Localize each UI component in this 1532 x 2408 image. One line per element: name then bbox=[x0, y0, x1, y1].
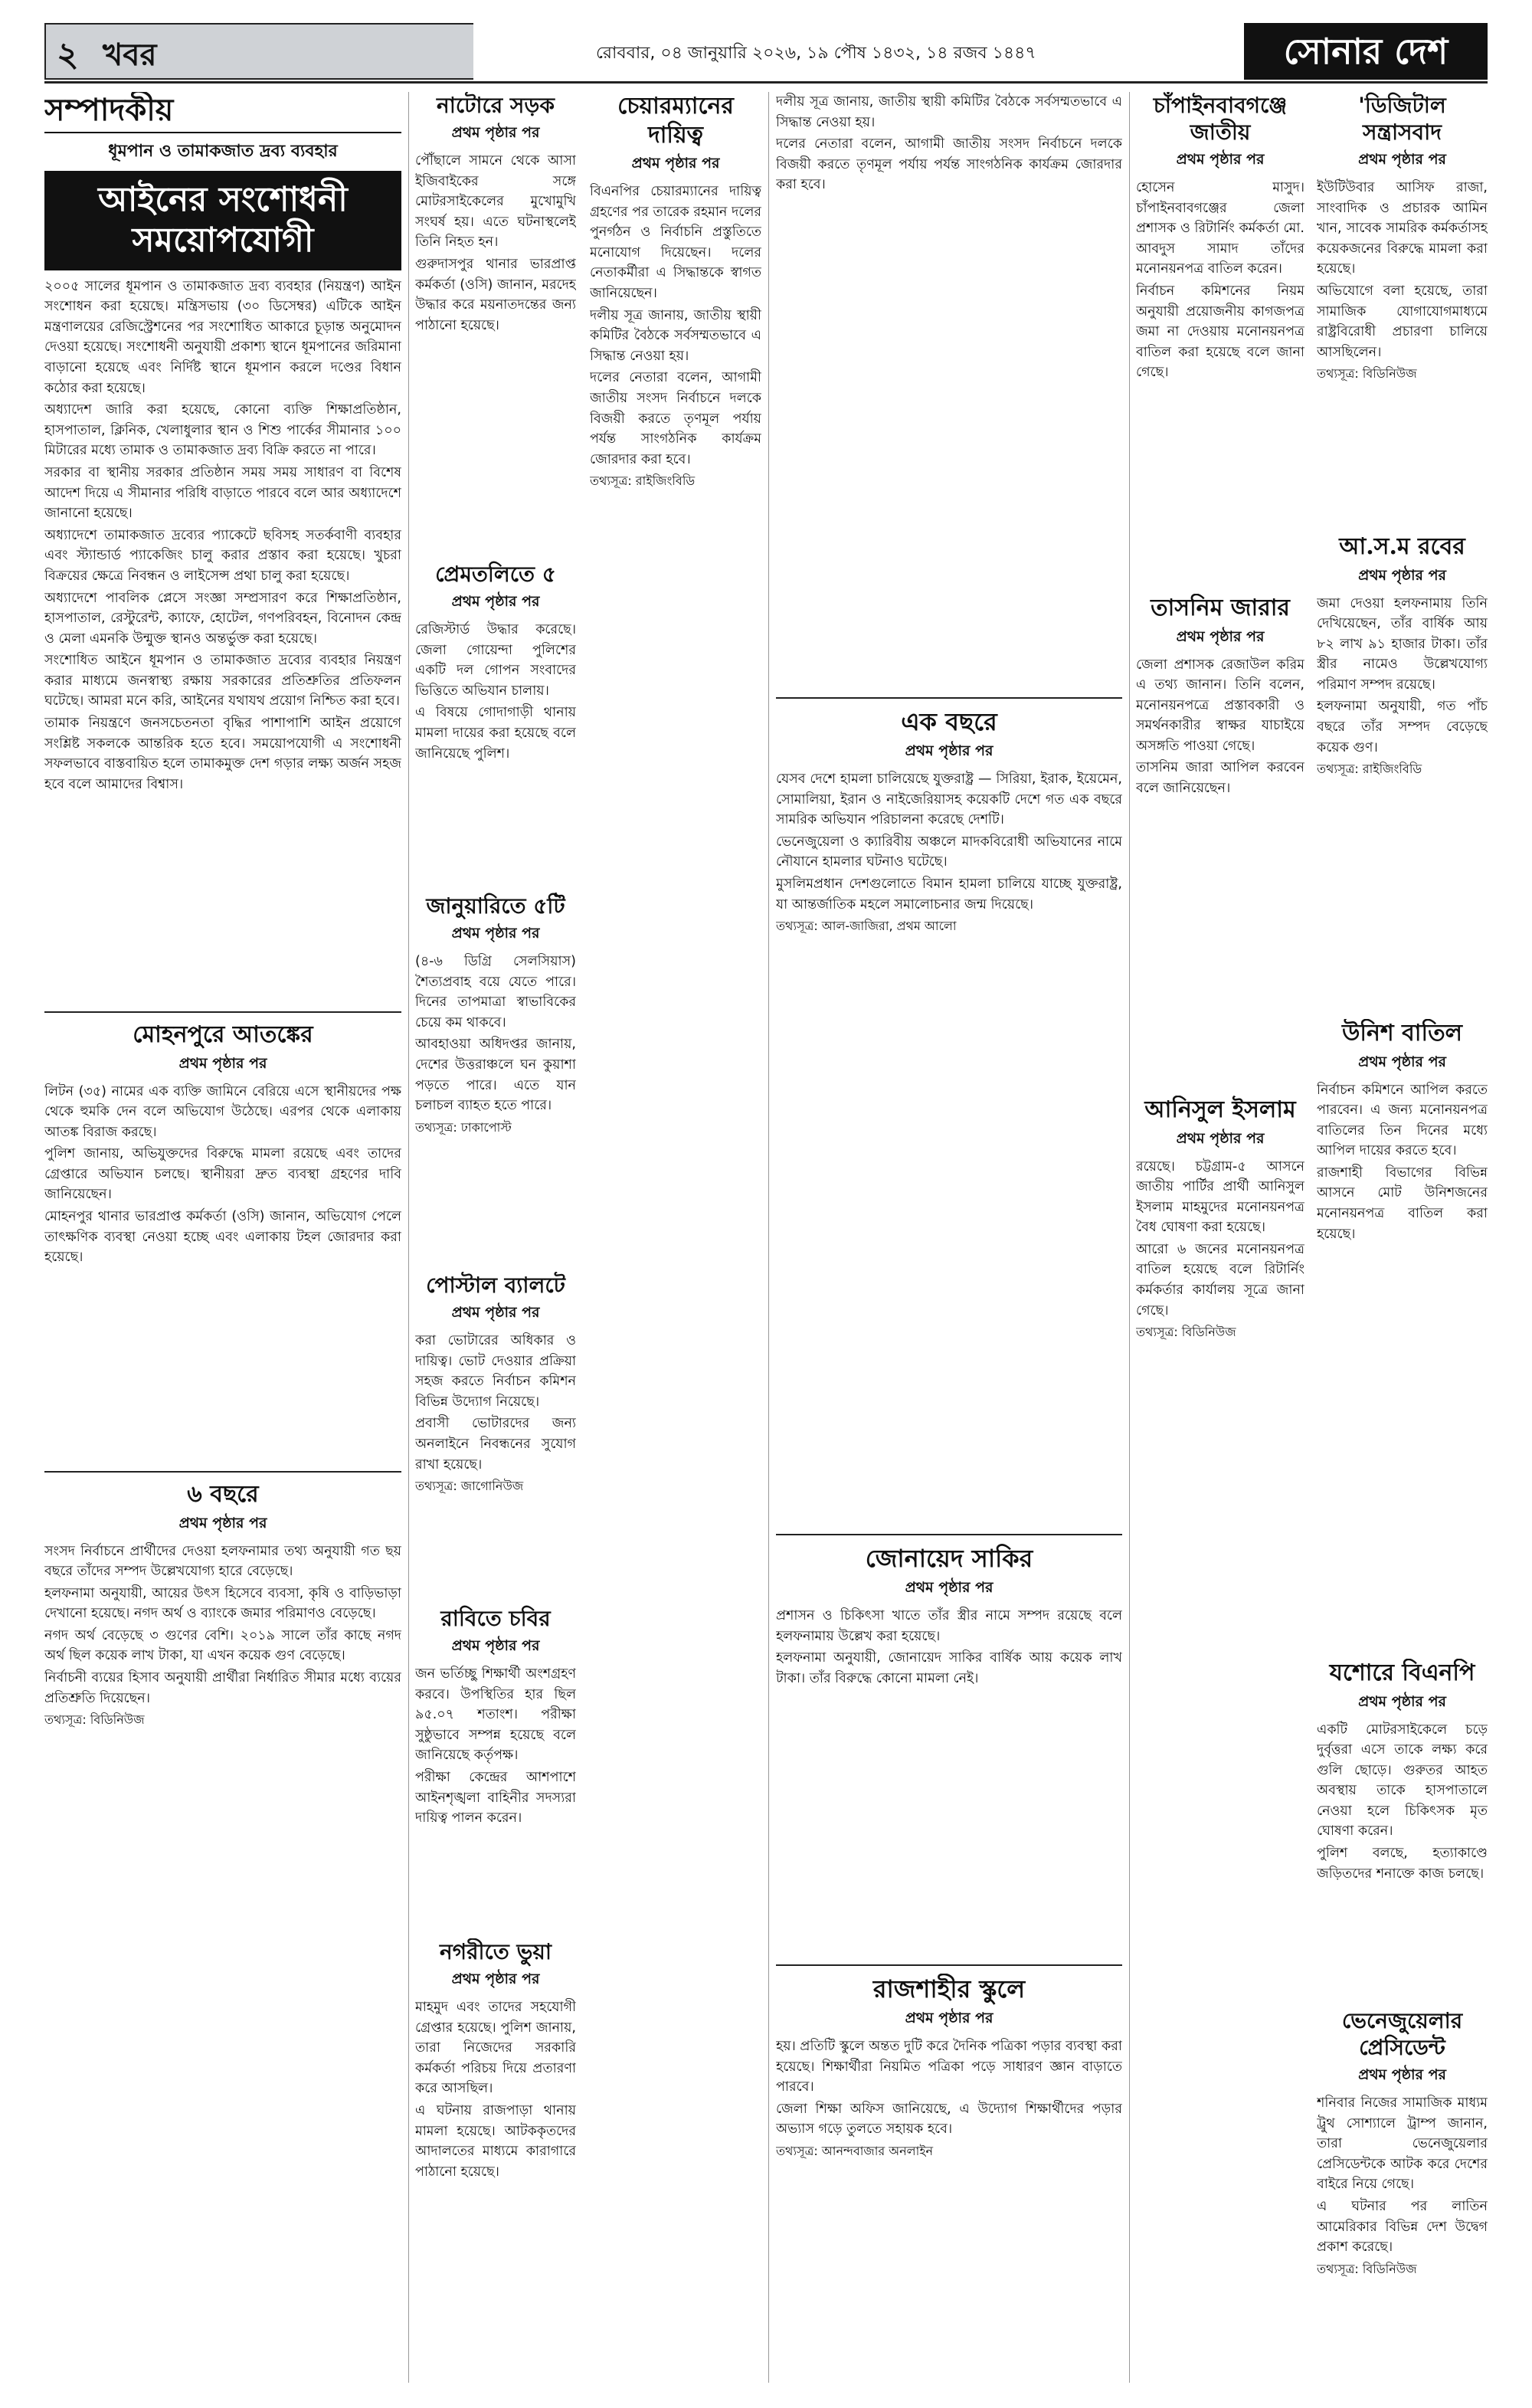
article-digital bbox=[1317, 92, 1488, 521]
article-jessore bbox=[1317, 1659, 1488, 1996]
article-body bbox=[415, 1331, 576, 1475]
source-line: তথ্যসূত্র: আল-জাজিরা, প্রথম আলো bbox=[776, 919, 957, 934]
article-mohonpur bbox=[44, 1021, 401, 1465]
headline: 'ডিজিটাল সন্ত্রাসবাদ bbox=[1358, 93, 1446, 145]
kicker: প্রথম পৃষ্ঠার পর bbox=[1176, 151, 1265, 168]
paragraph: জেলা শিক্ষা অফিস জানিয়েছে, এ উদ্যোগ শিক্ষার্থীদের পড়ার অভ্যাস গড়ে তুলতে সহায়ক হবে। bbox=[776, 2101, 1122, 2138]
source-line: তথ্যসূত্র: ঢাকাপোস্ট bbox=[415, 1119, 512, 1135]
headline: জোনায়েদ সাকির bbox=[865, 1544, 1033, 1573]
paragraph: গুরুদাসপুর থানার ভারপ্রাপ্ত কর্মকর্তা (ওসি) জানান, মরদেহ উদ্ধার করে ময়নাতদন্তের জন্য পাঠানো হয়েছে। bbox=[415, 256, 576, 333]
article-body bbox=[1136, 655, 1304, 799]
headline: ভেনেজুয়েলার প্রেসিডেন্ট bbox=[1341, 2008, 1463, 2060]
article-chairman-continued bbox=[776, 92, 1122, 690]
article-body bbox=[415, 952, 576, 1116]
kicker: প্রথম পৃষ্ঠার পর bbox=[1358, 1692, 1446, 1710]
headline: নগরীতে ভুয়া bbox=[440, 1939, 552, 1964]
paragraph: এ ঘটনায় রাজপাড়া থানায় মামলা হয়েছে। আটককৃতদের আদালতের মাধ্যমে কারাগারে পাঠানো হয়েছে। bbox=[415, 2102, 576, 2180]
paragraph: লিটন (৩৫) নামের এক ব্যক্তি জামিনে বেরিয়ে এসে স্থানীয়দের পক্ষ থেকে হুমকি দেন বলে অভিযোগ উঠেছে। এরপর থেকে এলাকায় আতঙ্ক বিরাজ করছে। bbox=[44, 1083, 401, 1140]
source-line: তথ্যসূত্র: বিডিনিউজ bbox=[1317, 2261, 1417, 2276]
article-separator bbox=[776, 697, 1122, 699]
article-body bbox=[1317, 1720, 1488, 1885]
headline: চাঁপাইনবাবগঞ্জে জাতীয় bbox=[1153, 93, 1288, 145]
paragraph: ইউটিউবার আসিফ রাজা, সাংবাদিক ও প্রচারক আমিন খান, সাবেক সামরিক কর্মকর্তাসহ কয়েকজনের বিরুদ্ধে মামলা করা হয়েছে। bbox=[1317, 180, 1488, 277]
headline: পোস্টাল ব্যালটে bbox=[426, 1273, 565, 1298]
article-body bbox=[1136, 1157, 1304, 1322]
article-body bbox=[1136, 178, 1304, 383]
kicker: প্রথম পৃষ্ঠার পর bbox=[451, 1304, 540, 1321]
source-line: তথ্যসূত্র: রাইজিংবিডি bbox=[1317, 762, 1422, 777]
article-asm-rob bbox=[1317, 532, 1488, 1007]
paragraph: পুলিশ বলছে, হত্যাকাণ্ডে জড়িতদের শনাক্তে কাজ চলছে। bbox=[1317, 1846, 1488, 1882]
paragraph: অভিযোগে বলা হয়েছে, তারা সামাজিক যোগাযোগমাধ্যমে রাষ্ট্রবিরোধী প্রচারণা চালিয়ে আসছিলেন। bbox=[1317, 283, 1488, 360]
article-nagori bbox=[415, 1938, 576, 2375]
column-4 bbox=[1136, 92, 1488, 2383]
article-separator bbox=[44, 1471, 401, 1473]
paragraph: আবহাওয়া অধিদপ্তর জানায়, দেশের উত্তরাঞ্চলে ঘন কুয়াশা পড়তে পারে। এতে যান চলাচল ব্যাহত হতে পারে। bbox=[415, 1037, 576, 1114]
date-line: রোববার, ০৪ জানুয়ারি ২০২৬, ১৯ পৌষ ১৪৩২, ১৪ রজব ১৪৪৭ bbox=[596, 44, 1036, 63]
kicker: প্রথম পৃষ্ঠার পর bbox=[1358, 2066, 1446, 2083]
article-chapai bbox=[1136, 92, 1304, 582]
masthead-section-bar bbox=[44, 23, 473, 80]
paragraph: জমা দেওয়া হলফনামায় তিনি দেখিয়েছেন, তাঁর বার্ষিক আয় ৮২ লাখ ৯১ হাজার টাকা। তাঁর স্ত্রীর নামেও উল্লেখযোগ্য পরিমাণ সম্পদ রয়েছে। bbox=[1317, 595, 1488, 693]
page-number: ২ bbox=[57, 35, 79, 74]
paragraph: শনিবার নিজের সামাজিক মাধ্যম ট্রুথ সোশ্যালে ট্রাম্প জানান, তারা ভেনেজুয়েলার প্রেসিডেন্টকে আটক করে দেশের বাইরে নিয়ে গেছে। bbox=[1317, 2095, 1488, 2193]
paragraph: মুসলিমপ্রধান দেশগুলোতে বিমান হামলা চালিয়ে যাচ্ছে যুক্তরাষ্ট্র, যা আন্তর্জাতিক মহলে সমালোচনার জন্ম দিয়েছে। bbox=[776, 876, 1122, 912]
paragraph: করা ভোটারের অধিকার ও দায়িত্ব। ভোট দেওয়ার প্রক্রিয়া সহজ করতে নির্বাচন কমিশন বিভিন্ন উদ্যোগ নিয়েছে। bbox=[415, 1333, 576, 1410]
editorial bbox=[44, 92, 401, 1004]
article-postal bbox=[415, 1272, 576, 1594]
paragraph: মাহমুদ এবং তাদের সহযোগী গ্রেপ্তার হয়েছে। পুলিশ জানায়, তারা নিজেদের সরকারি কর্মকর্তা পরিচয় দিয়ে প্রতারণা করে আসছিল। bbox=[415, 2000, 576, 2097]
kicker: প্রথম পৃষ্ঠার পর bbox=[1358, 566, 1446, 584]
column-2 bbox=[415, 92, 761, 2383]
kicker: প্রথম পৃষ্ঠার পর bbox=[178, 1054, 267, 1072]
paragraph: দলের নেতারা বলেন, আগামী জাতীয় সংসদ নির্বাচনে দলকে বিজয়ী করতে তৃণমূল পর্যায় পর্যন্ত সাংগঠনিক কার্যক্রম জোরদার করা হবে। bbox=[590, 370, 761, 467]
paragraph: প্রবাসী ভোটারদের জন্য অনলাইনে নিবন্ধনের সুযোগ রাখা হয়েছে। bbox=[415, 1416, 576, 1473]
headline: প্রেমতলিতে ৫ bbox=[435, 562, 556, 587]
section-name: খবর bbox=[103, 37, 157, 73]
kicker: প্রথম পৃষ্ঠার পর bbox=[451, 1971, 540, 1987]
paragraph: তামাক নিয়ন্ত্রণে জনসচেতনতা বৃদ্ধির পাশাপাশি আইন প্রয়োগে সংশ্লিষ্ট সকলকে আন্তরিক হতে হবে। সময়োপযোগী এ সংশোধনী সফলভাবে বাস্তবায়িত হলে তামাকমুক্ত দেশ গড়ার লক্ষ্য অর্জন সহজ হবে বলে আমাদের বিশ্বাস। bbox=[44, 716, 401, 792]
kicker: প্রথম পৃষ্ঠার পর bbox=[1358, 151, 1446, 168]
kicker: প্রথম পৃষ্ঠার পর bbox=[178, 1514, 267, 1532]
editorial-headline: আইনের সংশোধনী সময়োপযোগী bbox=[44, 171, 401, 270]
paragraph: প্রশাসন ও চিকিৎসা খাতে তাঁর স্ত্রীর নামে সম্পদ রয়েছে বলে হলফনামায় উল্লেখ করা হয়েছে। bbox=[776, 1608, 1122, 1644]
editorial-rule bbox=[44, 132, 401, 133]
kicker: প্রথম পৃষ্ঠার পর bbox=[451, 124, 540, 141]
column-rule bbox=[408, 92, 409, 2383]
paragraph: তাসনিম জারা আপিল করবেন বলে জানিয়েছেন। bbox=[1136, 760, 1304, 797]
paragraph: রয়েছে। চট্টগ্রাম-৫ আসনে জাতীয় পার্টির প্রার্থী আনিসুল ইসলাম মাহমুদের মনোনয়নপত্র বৈধ ঘোষণা করা হয়েছে। bbox=[1136, 1158, 1304, 1236]
kicker: প্রথম পৃষ্ঠার পর bbox=[451, 593, 540, 610]
kicker: প্রথম পৃষ্ঠার পর bbox=[451, 925, 540, 942]
article-separator bbox=[776, 1534, 1122, 1535]
column-1 bbox=[44, 92, 401, 2383]
paragraph: হোসেন মাসুদ। চাঁপাইনবাবগঞ্জের জেলা প্রশাসক ও রিটার্নিং কর্মকর্তা মো. আবদুস সামাদ তাঁদের মনোনয়নপত্র বাতিল করেন। bbox=[1136, 180, 1304, 277]
article-body bbox=[776, 769, 1122, 915]
paragraph: সংসদ নির্বাচনে প্রার্থীদের দেওয়া হলফনামার তথ্য অনুযায়ী গত ছয় বছরে তাঁদের সম্পদ উল্লেখযোগ্য হারে বেড়েছে। bbox=[44, 1543, 401, 1580]
column-rule bbox=[1129, 92, 1130, 2383]
article-body bbox=[776, 1606, 1122, 1689]
paragraph: রাজশাহী বিভাগের বিভিন্ন আসনে মোট উনিশজনের মনোনয়নপত্র বাতিল করা হয়েছে। bbox=[1317, 1165, 1488, 1242]
headline: রাজশাহীর স্কুলে bbox=[872, 1974, 1026, 2003]
source-line: তথ্যসূত্র: রাইজিংবিডি bbox=[590, 473, 696, 489]
paragraph: নির্বাচন কমিশনের নিয়ম অনুযায়ী প্রয়োজনীয় কাগজপত্র জমা না দেওয়ায় মনোনয়নপত্র বাতিল করা হয়েছে বলে জানা গেছে। bbox=[1136, 283, 1304, 381]
editorial-subtitle: ধূমপান ও তামাকজাত দ্রব্য ব্যবহার bbox=[108, 141, 338, 161]
article-unish bbox=[1317, 1019, 1488, 1647]
source-line: তথ্যসূত্র: বিডিনিউজ bbox=[44, 1712, 145, 1728]
headline: ৬ বছরে bbox=[187, 1481, 259, 1508]
headline: চেয়ারম্যানের দায়িত্ব bbox=[617, 93, 734, 149]
paragraph: পৌঁছালে সামনে থেকে আসা ইজিবাইকের সঙ্গে মোটরসাইকেলের মুখোমুখি সংঘর্ষ হয়। এতে ঘটনাস্থলেই তিনি নিহত হন। bbox=[415, 153, 576, 251]
paragraph: অধ্যাদেশ জারি করা হয়েছে, কোনো ব্যক্তি শিক্ষাপ্রতিষ্ঠান, হাসপাতাল, ক্লিনিক, খেলাধুলার স্থান ও শিশু পার্কের সীমানার ১০০ মিটারের মধ্যে তামাক ও তামাকজাত দ্রব্য বিক্রি করতে না পারে। bbox=[44, 402, 401, 459]
paragraph: অধ্যাদেশে তামাকজাত দ্রব্যের প্যাকেটে ছবিসহ সতর্কবাণী ব্যবহার এবং স্ট্যান্ডার্ড প্যাকেজিং চালু করার প্রস্তাব করা হয়েছে। খুচরা বিক্রয়ের ক্ষেত্রে নিবন্ধন ও লাইসেন্স প্রথা চালু করা হয়েছে। bbox=[44, 527, 401, 584]
headline: আনিসুল ইসলাম bbox=[1144, 1096, 1296, 1123]
article-rabi bbox=[415, 1605, 576, 1927]
newspaper-page bbox=[44, 23, 1488, 2387]
article-six-years bbox=[44, 1480, 401, 2377]
kicker: প্রথম পৃষ্ঠার পর bbox=[1176, 1129, 1265, 1147]
editorial-label: সম্পাদকীয় bbox=[44, 92, 174, 128]
article-body bbox=[1317, 178, 1488, 362]
paragraph: নগদ অর্থ বেড়েছে ৩ গুণের বেশি। ২০১৯ সালে তাঁর কাছে নগদ অর্থ ছিল কয়েক লাখ টাকা, যা এখন কয়েক গুণ বেড়েছে। bbox=[44, 1627, 401, 1664]
paragraph: ২০০৫ সালের ধূমপান ও তামাকজাত দ্রব্য ব্যবহার (নিয়ন্ত্রণ) আইন সংশোধন করা হয়েছে। মন্ত্রিসভায় (৩০ ডিসেম্বর) এটিকে আইন মন্ত্রণালয়ের রেজিস্ট্রেশনের পর সংশোধিত আকারে চূড়ান্ত অনুমোদন দেওয়া হয়েছে। সংশোধনী অনুযায়ী প্রকাশ্য স্থানে ধূমপানের জরিমানা বাড়ানো হয়েছে এবং নির্দিষ্ট স্থানে ধূমপান করলে দণ্ডের বিধান কঠোর করা হয়েছে। bbox=[44, 278, 401, 396]
paragraph: হয়। প্রতিটি স্কুলে অন্তত দুটি করে দৈনিক পত্রিকা পড়ার ব্যবস্থা করা হয়েছে। শিক্ষার্থীরা নিয়মিত পত্রিকা পড়ে সাধারণ জ্ঞান বাড়াতে পারবে। bbox=[776, 2039, 1122, 2095]
paragraph: দলীয় সূত্র জানায়, জাতীয় স্থায়ী কমিটির বৈঠকে সর্বসম্মতভাবে এ সিদ্ধান্ত নেওয়া হয়। bbox=[776, 94, 1122, 130]
article-body bbox=[776, 92, 1122, 195]
newspaper-logo: সোনার দেশ bbox=[1244, 23, 1488, 80]
article-body bbox=[590, 182, 761, 470]
masthead bbox=[44, 23, 1488, 80]
article-body bbox=[1317, 1080, 1488, 1245]
headline: যশোরে বিএনপি bbox=[1329, 1659, 1475, 1686]
headline: মোহনপুরে আতঙ্কের bbox=[133, 1021, 313, 1048]
kicker: প্রথম পৃষ্ঠার পর bbox=[451, 1637, 540, 1654]
kicker: প্রথম পৃষ্ঠার পর bbox=[905, 1579, 994, 1596]
paragraph: সংশোধিত আইনে ধূমপান ও তামাকজাত দ্রব্যের ব্যবহার নিয়ন্ত্রণ করার মাধ্যমে জনস্বাস্থ্য রক্ষায় সরকারের প্রতিশ্রুতির প্রতিফলন ঘটেছে। আমরা মনে করি, আইনের যথাযথ প্রয়োগ নিশ্চিত করা হবে। bbox=[44, 653, 401, 709]
paragraph: অধ্যাদেশে পাবলিক প্লেসে সংজ্ঞা সম্প্রসারণ করে শিক্ষাপ্রতিষ্ঠান, হাসপাতাল, রেস্টুরেন্ট, ক্যাফে, হোটেল, গণপরিবহন, বিনোদন কেন্দ্র ও মেলা এমনকি উন্মুক্ত স্থানও অন্তর্ভুক্ত করা হয়েছে। bbox=[44, 590, 401, 647]
paragraph: জেলা প্রশাসক রেজাউল করিম এ তথ্য জানান। তিনি বলেন, মনোনয়নপত্রে প্রস্তাবকারী ও সমর্থনকারীর স্বাক্ষর যাচাইয়ে অসঙ্গতি পাওয়া গেছে। bbox=[1136, 657, 1304, 754]
article-body bbox=[44, 1082, 401, 1268]
paragraph: দলীয় সূত্র জানায়, জাতীয় স্থায়ী কমিটির বৈঠকে সর্বসম্মতভাবে এ সিদ্ধান্ত নেওয়া হয়। bbox=[590, 307, 761, 364]
article-rajshahi-school bbox=[776, 1974, 1122, 2380]
paragraph: জন ভর্তিচ্ছু শিক্ষার্থী অংশগ্রহণ করবে। উপস্থিতির হার ছিল ৯৫.০৭ শতাংশ। পরীক্ষা সুষ্ঠুভাবে সম্পন্ন হয়েছে বলে জানিয়েছে কর্তৃপক্ষ। bbox=[415, 1666, 576, 1764]
kicker: প্রথম পৃষ্ঠার পর bbox=[905, 742, 994, 759]
article-jonayed bbox=[776, 1543, 1122, 1957]
paragraph: পুলিশ জানায়, অভিযুক্তদের বিরুদ্ধে মামলা রয়েছে এবং তাদের গ্রেপ্তারে অভিযান চলছে। স্থানীয়রা দ্রুত ব্যবস্থা গ্রহণের দাবি জানিয়েছেন। bbox=[44, 1146, 401, 1203]
paragraph: নির্বাচন কমিশনে আপিল করতে পারবেন। এ জন্য মনোনয়নপত্র বাতিলের তিন দিনের মধ্যে আপিল দায়ের করতে হবে। bbox=[1317, 1082, 1488, 1159]
paragraph: (৪-৬ ডিগ্রি সেলসিয়াস) শৈত্যপ্রবাহ বয়ে যেতে পারে। দিনের তাপমাত্রা স্বাভাবিকের চেয়ে কম থাকবে। bbox=[415, 954, 576, 1030]
paragraph: রেজিস্টার্ড উদ্ধার করেছে। জেলা গোয়েন্দা পুলিশের একটি দল গোপন সংবাদের ভিত্তিতে অভিযান চালায়। bbox=[415, 622, 576, 699]
paragraph: এ ঘটনার পর লাতিন আমেরিকার বিভিন্ন দেশ উদ্বেগ প্রকাশ করেছে। bbox=[1317, 2198, 1488, 2256]
article-body bbox=[1317, 594, 1488, 758]
article-body bbox=[415, 1664, 576, 1829]
paragraph: মোহনপুর থানার ভারপ্রাপ্ত কর্মকর্তা (ওসি) জানান, অভিযোগ পেলে তাৎক্ষণিক ব্যবস্থা নেওয়া হচ্ছে এবং এলাকায় টহল জোরদার করা হয়েছে। bbox=[44, 1209, 401, 1266]
article-body bbox=[1317, 2093, 1488, 2258]
masthead-rule bbox=[44, 81, 1488, 84]
article-chairman bbox=[590, 92, 761, 1241]
article-natore bbox=[415, 92, 576, 552]
article-body bbox=[415, 620, 576, 764]
paragraph: পরীক্ষা কেন্দ্রের আশপাশে আইনশৃঙ্খলা বাহিনীর সদস্যরা দায়িত্ব পালন করেন। bbox=[415, 1769, 576, 1826]
article-body bbox=[44, 1541, 401, 1709]
paragraph: আরো ৬ জনের মনোনয়নপত্র বাতিল হয়েছে বলে রিটার্নিং কর্মকর্তার কার্যালয় সূত্রে জানা গেছে। bbox=[1136, 1241, 1304, 1319]
paragraph: হলফনামা অনুযায়ী, জোনায়েদ সাকির বার্ষিক আয় কয়েক লাখ টাকা। তাঁর বিরুদ্ধে কোনো মামলা নেই। bbox=[776, 1650, 1122, 1686]
article-tasnim bbox=[1136, 594, 1304, 1084]
editorial-body bbox=[44, 277, 401, 795]
paragraph: এ বিষয়ে গোদাগাড়ী থানায় মামলা দায়ের করা হয়েছে বলে জানিয়েছে পুলিশ। bbox=[415, 705, 576, 762]
headline: নাটোরে সড়ক bbox=[437, 93, 555, 118]
article-venezuela bbox=[1317, 2007, 1488, 2375]
source-line: তথ্যসূত্র: বিডিনিউজ bbox=[1317, 366, 1417, 382]
column-rule bbox=[768, 92, 769, 2383]
article-premtaliya bbox=[415, 561, 576, 883]
headline: এক বছরে bbox=[901, 707, 997, 736]
kicker: প্রথম পৃষ্ঠার পর bbox=[1358, 1053, 1446, 1070]
paragraph: বিএনপির চেয়ারম্যানের দায়িত্ব গ্রহণের পর তারেক রহমান দলের পুনর্গঠন ও নির্বাচনি প্রস্তুতিতে মনোযোগ দিয়েছেন। দলের নেতাকর্মীরা এ সিদ্ধান্তকে স্বাগত জানিয়েছেন। bbox=[590, 184, 761, 301]
article-body bbox=[415, 151, 576, 336]
article-separator bbox=[44, 1011, 401, 1013]
headline: উনিশ বাতিল bbox=[1342, 1020, 1462, 1047]
article-body bbox=[415, 1997, 576, 2182]
article-one-year bbox=[776, 706, 1122, 1526]
headline: জানুয়ারিতে ৫টি bbox=[426, 893, 565, 919]
paragraph: যেসব দেশে হামলা চালিয়েছে যুক্তরাষ্ট্র — সিরিয়া, ইরাক, ইয়েমেন, সোমালিয়া, ইরান ও নাইজেরিয়াসহ কয়েকটি দেশে গত এক বছরে সামরিক অভিযান পরিচালনা করেছে দেশটি। bbox=[776, 772, 1122, 828]
source-line: তথ্যসূত্র: আনন্দবাজার অনলাইন bbox=[776, 2143, 934, 2158]
article-january bbox=[415, 893, 576, 1260]
source-line: তথ্যসূত্র: বিডিনিউজ bbox=[1136, 1325, 1236, 1340]
source-line: তথ্যসূত্র: জাগোনিউজ bbox=[415, 1479, 524, 1494]
paragraph: একটি মোটরসাইকেলে চড়ে দুর্বৃত্তরা এসে তাকে লক্ষ্য করে গুলি ছোড়ে। গুরুতর আহত অবস্থায় তাকে হাসপাতালে নেওয়া হলে চিকিৎসক মৃত ঘোষণা করেন। bbox=[1317, 1722, 1488, 1840]
paragraph: হলফনামা অনুযায়ী, গত পাঁচ বছরে তাঁর সম্পদ বেড়েছে কয়েক গুণ। bbox=[1317, 699, 1488, 755]
article-body bbox=[776, 2036, 1122, 2140]
column-3 bbox=[776, 92, 1122, 2383]
paragraph: সরকার বা স্থানীয় সরকার প্রতিষ্ঠান সময় সময় সাধারণ বা বিশেষ আদেশ দিয়ে এ সীমানার পরিধি বাড়াতে পারবে বলে আর অধ্যাদেশে জানানো হয়েছে। bbox=[44, 464, 401, 522]
kicker: প্রথম পৃষ্ঠার পর bbox=[905, 2010, 994, 2026]
article-separator bbox=[776, 1964, 1122, 1966]
kicker: প্রথম পৃষ্ঠার পর bbox=[631, 155, 720, 172]
paragraph: দলের নেতারা বলেন, আগামী জাতীয় সংসদ নির্বাচনে দলকে বিজয়ী করতে তৃণমূল পর্যায় পর্যন্ত সাংগঠনিক কার্যক্রম জোরদার করা হবে। bbox=[776, 136, 1122, 193]
headline: রাবিতে চবির bbox=[440, 1606, 551, 1631]
headline: তাসনিম জারার bbox=[1151, 595, 1290, 621]
paragraph: হলফনামা অনুযায়ী, আয়ের উৎস হিসেবে ব্যবসা, কৃষি ও বাড়িভাড়া দেখানো হয়েছে। নগদ অর্থ ও ব্যাংকে জমার পরিমাণও বেড়েছে। bbox=[44, 1585, 401, 1622]
headline: আ.স.ম রবের bbox=[1339, 533, 1465, 560]
paragraph: নির্বাচনী ব্যয়ের হিসাব অনুযায়ী প্রার্থীরা নির্ধারিত সীমার মধ্যে ব্যয়ের প্রতিশ্রুতি দিয়েছেন। bbox=[44, 1670, 401, 1706]
paragraph: ভেনেজুয়েলা ও ক্যারিবীয় অঞ্চলে মাদকবিরোধী অভিযানের নামে নৌযানে হামলার ঘটনাও ঘটেছে। bbox=[776, 834, 1122, 870]
article-anisul bbox=[1136, 1096, 1304, 2375]
kicker: প্রথম পৃষ্ঠার পর bbox=[1176, 627, 1265, 645]
